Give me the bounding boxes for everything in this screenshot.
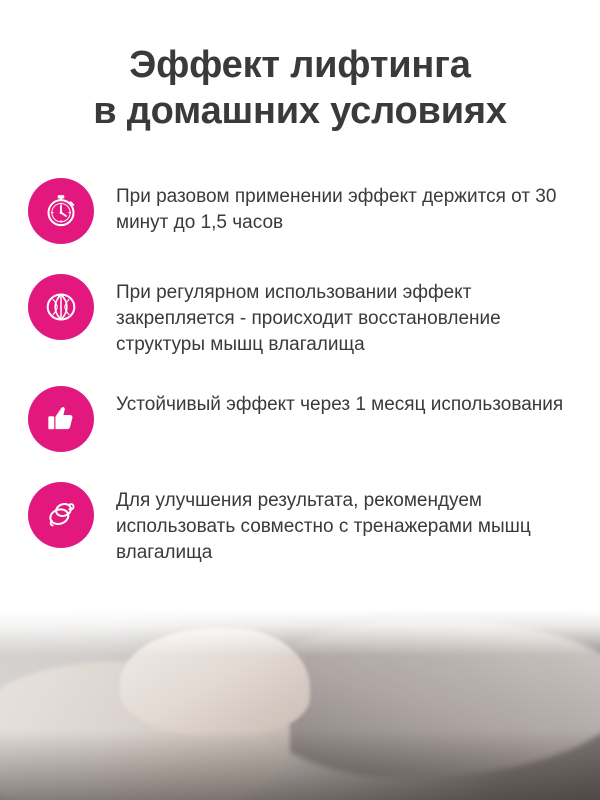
kegel-trainer-badge [28, 482, 94, 548]
massage-photo [0, 610, 600, 800]
page-title-line-2: в домашних условиях [93, 90, 507, 132]
stopwatch-badge [28, 178, 94, 244]
pelvic-muscles-badge [28, 274, 94, 340]
list-item [28, 178, 576, 244]
list-item [28, 386, 576, 452]
page-title [0, 0, 600, 134]
kegel-trainer-icon [41, 495, 81, 535]
page-title-line-1: Эффект лифтинга [129, 44, 471, 86]
list-item [28, 274, 576, 358]
pelvic-muscles-icon [41, 287, 81, 327]
list-item-label: Устойчивый эффект через 1 месяц использования [116, 394, 564, 415]
list-item-label: При разовом применении эффект держится от 30 минут до 1,5 часов [116, 186, 557, 233]
feature-list [0, 178, 600, 566]
list-item-label: При регулярном использовании эффект закрепляется - происходит восстановление структуры мышц влагалища [116, 282, 501, 355]
stopwatch-icon [41, 191, 81, 231]
thumbs-up-badge [28, 386, 94, 452]
photo-bottom-shade [0, 730, 600, 800]
thumbs-up-icon [42, 400, 80, 438]
list-item [28, 482, 576, 566]
list-item-label: Для улучшения результата, рекомендуем использовать совместно с тренажерами мышц влагалища [116, 490, 531, 563]
photo-top-fade [0, 610, 600, 656]
